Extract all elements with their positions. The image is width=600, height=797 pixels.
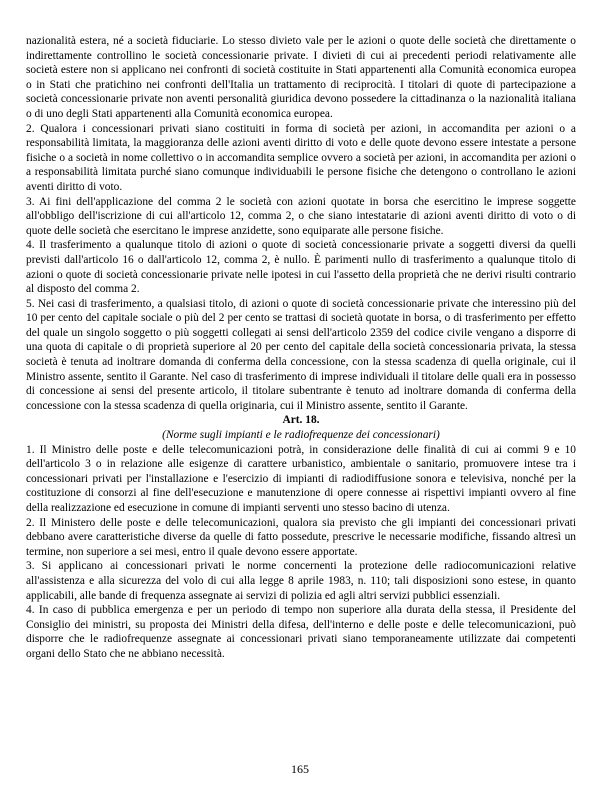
page-number: 165: [291, 762, 309, 776]
paragraph: 5. Nei casi di trasferimento, a qualsiasi titolo, di azioni o quote di società concessionarie private che interessino più del 10 per cento del capitale sociale o più del 2 per cento se trattasi di società quotate in borsa, o di trasferimento per effetto del quale un singolo soggetto o più soggetti collegati ai sensi dell'articolo 2359 del codice civile vengano a disporre di una quota di capitale o di proprietà superiore al 20 per cento del capitale della società concessionaria privata, la stessa società è tenuta ad inoltrare domanda di conferma della concessione, con la stessa scadenza di quella originale, cui il Ministro assente, sentito il Garante. Nel caso di trasferimento di imprese individuali il titolare delle quali era in possesso di concessione ai sensi del presente articolo, il titolare subentrante è tenuto ad inoltrare domanda di conferma della concessione con la stessa scadenza di quella originaria, cui il Ministro assente, sentito il Garante.: [26, 297, 576, 412]
paragraph: 2. Il Ministero delle poste e delle telecomunicazioni, qualora sia previsto che gli impianti dei concessionari privati debbano avere caratteristiche diverse da quelle di fatto possedute, prescrive le necessarie modifiche, fissando altresì un termine, non superiore a sei mesi, entro il quale devono essere apportate.: [26, 516, 576, 558]
paragraph: 1. Il Ministro delle poste e delle telecomunicazioni potrà, in considerazione delle finalità di cui ai commi 9 e 10 dell'articolo 3 o in relazione alle esigenze di carattere urbanistico, ambientale o sanitario, promuovere intese tra i concessionari privati per l'installazione e l'esercizio di impianti di radiodiffusione sonora e televisiva, nonché per la costituzione di consorzi al fine dell'esecuzione e manutenzione di opere connesse ai rispettivi impianti ovvero al fine della realizzazione ed esecuzione in comune di impianti serventi uno stesso bacino di utenza.: [26, 443, 576, 514]
paragraph: 2. Qualora i concessionari privati siano costituiti in forma di società per azioni, in accomandita per azioni o a responsabilità limitata, la maggioranza delle azioni aventi diritto di voto e delle quote devono essere intestate a persone fisiche o a società in nome collettivo o in accomandita semplice ovvero a società per azioni, in accomandita per azioni o a responsabilità limitata purché siano comunque individuabili le persone fisiche che detengono o controllano le azioni aventi diritto di voto.: [26, 122, 576, 193]
paragraph: 3. Si applicano ai concessionari privati le norme concernenti la protezione delle radiocomunicazioni relative all'assistenza e alla sicurezza del volo di cui alla legge 8 aprile 1983, n. 110; tali disposizioni sono estese, in quanto applicabili, alle bande di frequenza assegnate ai servizi di polizia ed agli altri servizi pubblici essenziali.: [26, 560, 576, 602]
article-title: Art. 18.: [282, 414, 320, 427]
paragraph: 4. Il trasferimento a qualunque titolo di azioni o quote di società concessionarie private a soggetti diversi da quelli previsti dall'articolo 16 o dall'articolo 12, comma 2, è nullo. È parimenti nullo di trasferimento a qualunque titolo di azioni o quote di società concessionarie private nelle ipotesi in cui l'assetto della proprietà che ne derivi risulti contrario al disposto del comma 2.: [26, 239, 576, 296]
document-body: [26, 34, 576, 662]
paragraph: nazionalità estera, né a società fiduciarie. Lo stesso divieto vale per le azioni o quote delle società che direttamente o indirettamente controllino le società concessionarie private. I divieti di cui ai precedenti periodi relativamente alle società estere non si applicano nei confronti di società costituite in Stati appartenenti alla Comunità economica europea o in Stati che pratichino nei confronti dell'Italia un trattamento di reciprocità. I titolari di quote di partecipazione a società concessionarie private non aventi personalità giuridica devono possedere la cittadinanza o la nazionalità italiana o di uno degli Stati appartenenti alla Comunità economica europea.: [26, 35, 576, 120]
paragraph: 4. In caso di pubblica emergenza e per un periodo di tempo non superiore alla durata della stessa, il Presidente del Consiglio dei ministri, su proposta dei Ministri della difesa, dell'interno e delle poste e delle telecomunicazioni, può disporre che le radiofrequenze assegnate ai concessionari privati siano temporaneamente utilizzate dai competenti organi dello Stato che ne abbiano necessità.: [26, 604, 576, 660]
article-subtitle: (Norme sugli impianti e le radiofrequenze dei concessionari): [162, 429, 440, 442]
paragraph: 3. Ai fini dell'applicazione del comma 2 le società con azioni quotate in borsa che esercitino le imprese soggette all'obbligo dell'iscrizione di cui all'articolo 12, comma 2, o che siano intestatarie di azioni aventi diritto di voto o di quote delle società che esercitano le imprese anzidette, sono equiparate alle persone fisiche.: [26, 195, 576, 237]
